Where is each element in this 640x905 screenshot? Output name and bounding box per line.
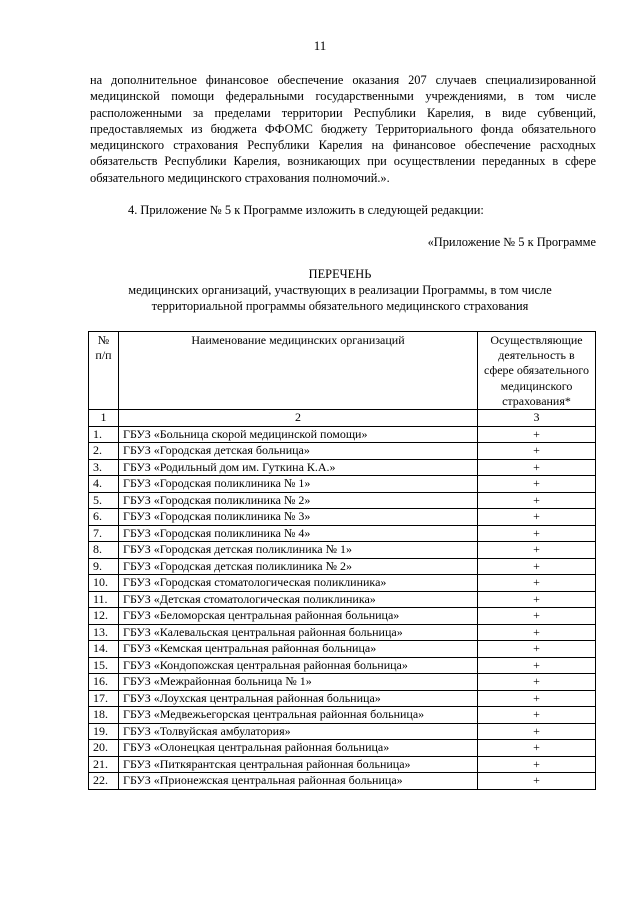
oms-mark: +	[478, 773, 596, 790]
page-number: 11	[313, 38, 327, 53]
oms-mark: +	[478, 426, 596, 443]
organization-name: ГБУЗ «Толвуйская амбулатория»	[119, 723, 478, 740]
column-numbers-row	[89, 410, 596, 427]
organization-name: ГБУЗ «Беломорская центральная районная больница»	[119, 608, 478, 625]
organization-name: ГБУЗ «Родильный дом им. Гуткина К.А.»	[119, 459, 478, 476]
organization-name: ГБУЗ «Детская стоматологическая поликлиника»	[119, 591, 478, 608]
row-number: 12.	[89, 608, 119, 625]
row-number: 5.	[89, 492, 119, 509]
table-row	[89, 558, 596, 575]
row-number: 9.	[89, 558, 119, 575]
oms-mark: +	[478, 740, 596, 757]
organization-name: ГБУЗ «Городская детская поликлиника № 1»	[119, 542, 478, 559]
row-number: 2.	[89, 443, 119, 460]
table-row	[89, 459, 596, 476]
organization-name: ГБУЗ «Калевальская центральная районная больница»	[119, 624, 478, 641]
table-row	[89, 591, 596, 608]
row-number: 7.	[89, 525, 119, 542]
oms-mark: +	[478, 476, 596, 493]
oms-mark: +	[478, 443, 596, 460]
oms-mark: +	[478, 674, 596, 691]
table-row	[89, 723, 596, 740]
organization-name: ГБУЗ «Городская поликлиника № 1»	[119, 476, 478, 493]
row-number: 6.	[89, 509, 119, 526]
table-row	[89, 509, 596, 526]
oms-mark: +	[478, 542, 596, 559]
oms-mark: +	[478, 723, 596, 740]
oms-mark: +	[478, 459, 596, 476]
table-row	[89, 492, 596, 509]
table-row	[89, 641, 596, 658]
oms-mark: +	[478, 492, 596, 509]
row-number: 22.	[89, 773, 119, 790]
oms-mark: +	[478, 608, 596, 625]
organization-name: ГБУЗ «Лоухская центральная районная больница»	[119, 690, 478, 707]
col-number-1: 1	[89, 410, 119, 427]
row-number: 17.	[89, 690, 119, 707]
organizations-table	[88, 331, 596, 790]
table-row	[89, 707, 596, 724]
organization-name: ГБУЗ «Городская поликлиника № 3»	[119, 509, 478, 526]
item-4-text: 4. Приложение № 5 к Программе изложить в следующей редакции:	[128, 203, 484, 217]
row-number: 1.	[89, 426, 119, 443]
table-row	[89, 674, 596, 691]
table-row	[89, 476, 596, 493]
row-number: 15.	[89, 657, 119, 674]
oms-mark: +	[478, 509, 596, 526]
row-number: 8.	[89, 542, 119, 559]
col-number-2: 2	[119, 410, 478, 427]
list-title: ПЕРЕЧЕНЬ	[308, 267, 372, 281]
table-row	[89, 773, 596, 790]
header-num: № п/п	[89, 332, 119, 410]
organization-name: ГБУЗ «Межрайонная больница № 1»	[119, 674, 478, 691]
oms-mark: +	[478, 756, 596, 773]
table-row	[89, 657, 596, 674]
row-number: 4.	[89, 476, 119, 493]
table-header-row	[89, 332, 596, 410]
header-oms: Осуществляющие деятельность в сфере обязательного медицинского страхования*	[478, 332, 596, 410]
organization-name: ГБУЗ «Городская поликлиника № 4»	[119, 525, 478, 542]
table-row	[89, 443, 596, 460]
list-title-block	[60, 266, 620, 314]
table-row	[89, 624, 596, 641]
organization-name: ГБУЗ «Городская поликлиника № 2»	[119, 492, 478, 509]
col-number-3: 3	[478, 410, 596, 427]
oms-mark: +	[478, 558, 596, 575]
row-number: 20.	[89, 740, 119, 757]
oms-mark: +	[478, 641, 596, 658]
row-number: 3.	[89, 459, 119, 476]
table-row	[89, 690, 596, 707]
organization-name: ГБУЗ «Городская стоматологическая поликлиника»	[119, 575, 478, 592]
appendix-reference: «Приложение № 5 к Программе	[427, 235, 596, 249]
organization-name: ГБУЗ «Городская детская больница»	[119, 443, 478, 460]
table-row	[89, 756, 596, 773]
table-row	[89, 525, 596, 542]
oms-mark: +	[478, 525, 596, 542]
organization-name: ГБУЗ «Олонецкая центральная районная больница»	[119, 740, 478, 757]
row-number: 16.	[89, 674, 119, 691]
list-subtitle-line-2: территориальной программы обязательного медицинского страхования	[151, 299, 529, 313]
header-name: Наименование медицинских организаций	[119, 332, 478, 410]
row-number: 10.	[89, 575, 119, 592]
table-row	[89, 542, 596, 559]
table-row	[89, 608, 596, 625]
table-row	[89, 740, 596, 757]
table-row	[89, 575, 596, 592]
table-row	[89, 426, 596, 443]
organization-name: ГБУЗ «Больница скорой медицинской помощи»	[119, 426, 478, 443]
oms-mark: +	[478, 624, 596, 641]
oms-mark: +	[478, 657, 596, 674]
row-number: 13.	[89, 624, 119, 641]
oms-mark: +	[478, 591, 596, 608]
oms-mark: +	[478, 707, 596, 724]
organization-name: ГБУЗ «Прионежская центральная районная больница»	[119, 773, 478, 790]
organization-name: ГБУЗ «Кондопожская центральная районная больница»	[119, 657, 478, 674]
row-number: 21.	[89, 756, 119, 773]
row-number: 18.	[89, 707, 119, 724]
row-number: 19.	[89, 723, 119, 740]
row-number: 14.	[89, 641, 119, 658]
list-subtitle-line-1: медицинских организаций, участвующих в реализации Программы, в том числе	[128, 283, 552, 297]
row-number: 11.	[89, 591, 119, 608]
organization-name: ГБУЗ «Медвежьегорская центральная районная больница»	[119, 707, 478, 724]
organization-name: ГБУЗ «Кемская центральная районная больница»	[119, 641, 478, 658]
oms-mark: +	[478, 690, 596, 707]
intro-paragraph: на дополнительное финансовое обеспечение оказания 207 случаев специализированной медицинской помощи федеральными государственными учреждениями, в том числе расположенными за пределами территории Республики Карелия, в виде субвенций, предоставляемых из бюджета ФФОМС бюджету Территориального фонда обязательного медицинского страхования Республики Карелия на финансовое обеспечение расходных обязательств Республики Карелия, возникающих при осуществлении переданных в сфере обязательного медицинского страхования полномочий.».	[90, 73, 596, 185]
organization-name: ГБУЗ «Питкярантская центральная районная больница»	[119, 756, 478, 773]
organization-name: ГБУЗ «Городская детская поликлиника № 2»	[119, 558, 478, 575]
oms-mark: +	[478, 575, 596, 592]
